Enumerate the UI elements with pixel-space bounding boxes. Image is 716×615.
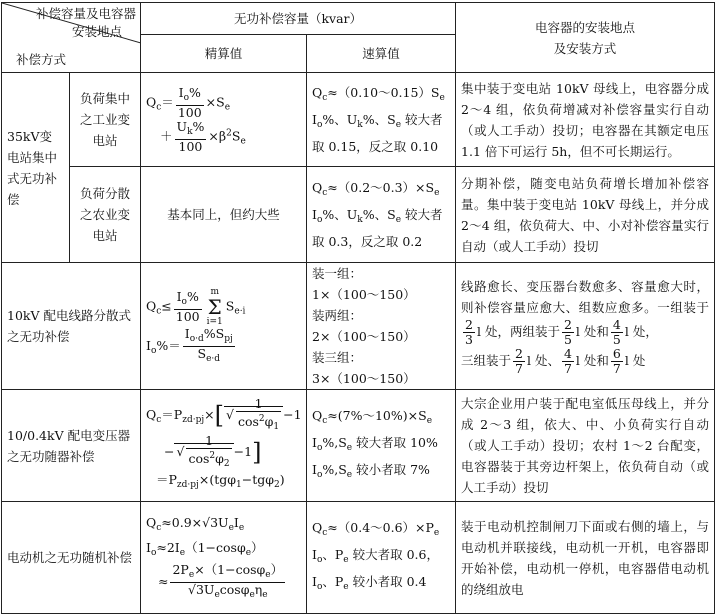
agricultural-substation-label: 负荷分散之农业变电站 — [70, 167, 141, 263]
quick-header: 速算值 — [307, 35, 456, 73]
capacity-header: 无功补偿容量（kvar） — [141, 3, 456, 35]
precise-formula-line: $Q_c\le$ $\frac{I_o\%}{100}$ m Σ i=1 $S_{e\cdot i}$ $I_o\%=$ $\frac{I_{o\cdot d}\%S_{pj}}{S_{e\cdot d}}$ — [141, 263, 307, 390]
install-motor: 装于电动机控制闸刀下面或右侧的墙上，与电动机并联接线，电动机一开机，电容器即开始补偿，电动机一停机，电容器借电动机的绕组放电 — [456, 502, 715, 614]
group-35kv-label: 35kV变电站集中式无功补偿 — [2, 73, 70, 263]
install-header-line2: 及安装方式 — [553, 40, 617, 56]
install-header-line1: 电容器的安装地点 — [535, 19, 636, 35]
precise-agricultural: 基本同上，但约大些 — [141, 167, 307, 263]
precise-formula-industrial: $Q_c=$ $\frac{I_o\%}{100}$ $\times S_e$ ＋ $\frac{U_k\%}{100}$ $\times\beta^2S_e$ — [141, 73, 307, 167]
install-industrial: 集中装于变电站 10kV 母线上，电容器分成 2～4 组，依负荷增减对补偿容量实行自动（或人工手动）投切；电容器在其额定电压 1.1 倍下可运行 5h，但不可长期运行。 — [456, 73, 715, 167]
compensation-table — [1, 2, 715, 614]
industrial-substation-label: 负荷集中之工业变电站 — [70, 73, 141, 167]
precise-formula-motor: $Q_c\approx 0.9\times√3U_eI_e$ $I_o\approx 2I_e(1-\cos\varphi_e)$ ≈ $\frac{2P_e\times(1-\cos\varphi_e)}{√3U_e\cos\varphi_e\eta_e}$ — [141, 502, 307, 614]
install-transformer: 大宗企业用户装于配电室低压母线上，并分成 2～3 组，依大、中、小负荷实行自动（或人工手动）投切；农村 1～2 台配变，电容器装于其旁边杆架上，依负荷自动（或人工手动）投切 — [456, 390, 715, 502]
quick-motor: $Q_c\approx(0.4\sim 0.6)\times P_e$ $I_o$、$P_e$ 较大者取 0.6， $I_o$、$P_e$ 较小者取 0.4 — [307, 502, 456, 614]
transformer-compensation-label: 10/0.4kV 配电变压器之无功随器补偿 — [2, 390, 141, 502]
quick-formula-agricultural: $Q_c\approx(0.2\sim 0.3)\times S_e$ $I_o\%$、$U_k\%$、$S_e$ 较大者 取 0.3，反之取 0.2 — [307, 167, 456, 263]
quick-line: 装一组： 1×（100～150） 装两组： 2×（100～150） 装三组： 3×（100～150） — [307, 263, 456, 390]
install-line: 线路愈长、变压器台数愈多、容量愈大时，则补偿容量应愈大、组数应愈多。一组装于 $\frac{2}{3}$ l 处，两组装于 $\frac{2}{5}$ l 处和 $\frac{4}{5}$ l 处， 三组装于 $\frac{2}{7}$ l 处、 $\frac{4}{7}$ l 处和 $\frac{6}{7}$ l 处 — [456, 263, 715, 390]
install-header — [456, 3, 715, 73]
quick-formula-industrial: $Q_c\approx(0.10\sim 0.15)S_e$ $I_o\%$、$U_k\%$、$S_e$ 较大者 取 0.15，反之取 0.10 — [307, 73, 456, 167]
corner-top-label: 补偿容量及电容器 — [35, 6, 136, 21]
corner-mid-label: 安装地点 — [71, 24, 122, 39]
motor-compensation-label: 电动机之无功随机补偿 — [2, 502, 141, 614]
corner-bottom-label: 补偿方式 — [16, 52, 67, 67]
precise-formula-transformer: $Q_c=P_{zd\cdot pj}\times$[ √ $\frac{1}{\cos^2\varphi_1}$ −1 − √ $\frac{1}{\cos^2\varphi_2}$ −1] $=P_{zd\cdot pj}\times(tg\varphi_1-tg\varphi_2)$ — [141, 390, 307, 502]
install-agricultural: 分期补偿，随变电站负荷增长增加补偿容量。集中装于变电站 10kV 母线上，并分成 2～4 组，依负荷大、中、小对补偿容量实行自动（或人工手动）投切 — [456, 167, 715, 263]
quick-transformer: $Q_c\approx(7\%\sim 10\%)\times S_e$ $I_o\%,S_e$ 较大者取 10% $I_o\%,S_e$ 较小者取 7% — [307, 390, 456, 502]
corner-header-cell — [2, 3, 141, 73]
precise-header: 精算值 — [141, 35, 307, 73]
line-compensation-label: 10kV 配电线路分散式之无功补偿 — [2, 263, 141, 390]
